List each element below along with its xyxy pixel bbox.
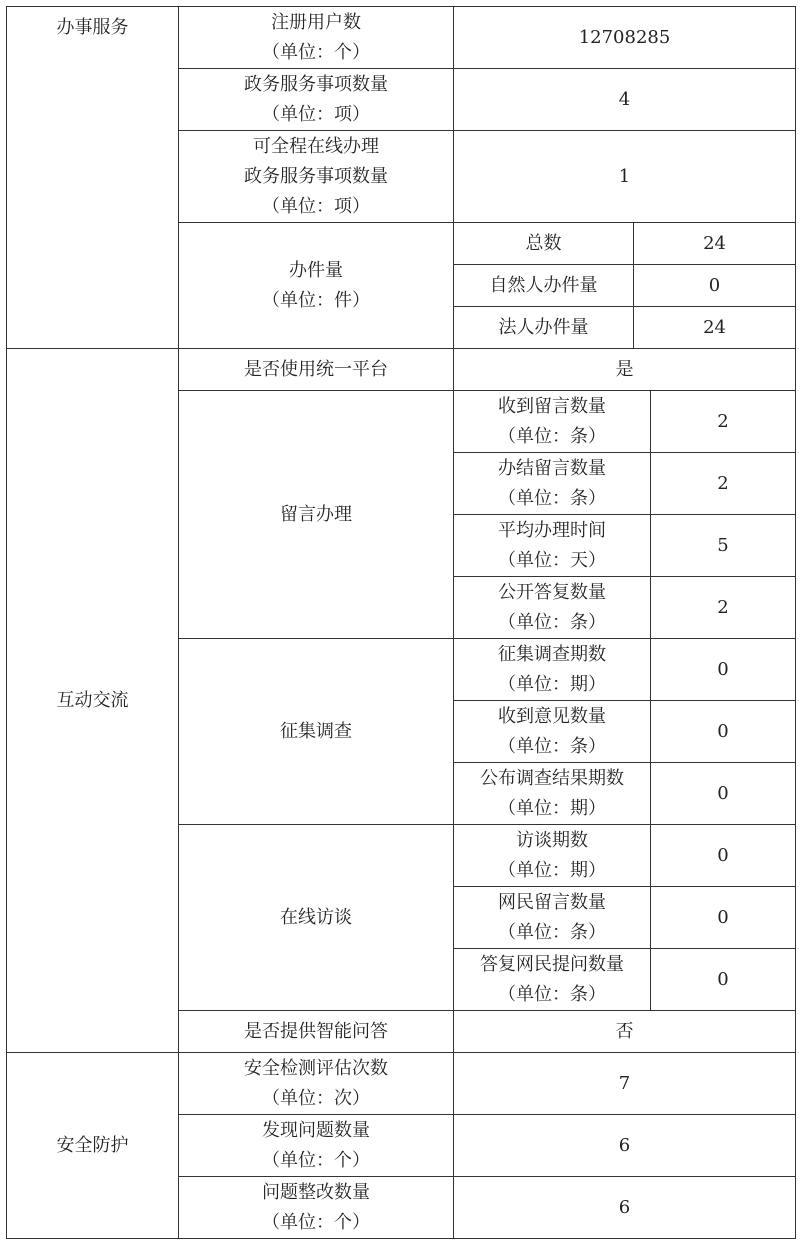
table-row: [7, 349, 796, 391]
category-interaction: 互动交流: [7, 349, 179, 1053]
label-interview-replies: 答复网民提问数量 （单位：条）: [454, 949, 651, 1011]
label-smart-qa: 是否提供智能问答: [179, 1011, 454, 1053]
value-interview-netizen-msgs: 0: [651, 887, 796, 949]
value-survey-periods: 0: [651, 639, 796, 701]
label-survey-results: 公布调查结果期数 （单位：期）: [454, 763, 651, 825]
value-interview-periods: 0: [651, 825, 796, 887]
value-registered-users: 12708285: [454, 7, 796, 69]
label-handled-legal: 法人办件量: [454, 307, 634, 349]
category-service: 办事服务: [7, 7, 179, 349]
label-interview-netizen-msgs: 网民留言数量 （单位：条）: [454, 887, 651, 949]
value-security-checks: 7: [454, 1053, 796, 1115]
label-interview-periods: 访谈期数 （单位：期）: [454, 825, 651, 887]
value-smart-qa: 否: [454, 1011, 796, 1053]
label-security-issues: 发现问题数量 （单位：个）: [179, 1115, 454, 1177]
label-messages: 留言办理: [179, 391, 454, 639]
value-messages-received: 2: [651, 391, 796, 453]
label-security-fixed: 问题整改数量 （单位：个）: [179, 1177, 454, 1239]
value-handled-total: 24: [634, 223, 796, 265]
label-handled-natural: 自然人办件量: [454, 265, 634, 307]
statistics-table: [6, 6, 796, 1239]
value-security-fixed: 6: [454, 1177, 796, 1239]
value-survey-results: 0: [651, 763, 796, 825]
label-survey-opinions: 收到意见数量 （单位：条）: [454, 701, 651, 763]
value-security-issues: 6: [454, 1115, 796, 1177]
label-messages-avg-time: 平均办理时间 （单位：天）: [454, 515, 651, 577]
label-messages-received: 收到留言数量 （单位：条）: [454, 391, 651, 453]
label-unified-platform: 是否使用统一平台: [179, 349, 454, 391]
value-handled-natural: 0: [634, 265, 796, 307]
value-interview-replies: 0: [651, 949, 796, 1011]
label-online-items: 可全程在线办理 政务服务事项数量 （单位：项）: [179, 131, 454, 223]
label-handled: 办件量 （单位：件）: [179, 223, 454, 349]
label-service-items: 政务服务事项数量 （单位：项）: [179, 69, 454, 131]
label-survey: 征集调查: [179, 639, 454, 825]
label-registered-users: 注册用户数 （单位：个）: [179, 7, 454, 69]
value-messages-completed: 2: [651, 453, 796, 515]
value-handled-legal: 24: [634, 307, 796, 349]
value-messages-public-replies: 2: [651, 577, 796, 639]
label-handled-total: 总数: [454, 223, 634, 265]
value-unified-platform: 是: [454, 349, 796, 391]
label-interview: 在线访谈: [179, 825, 454, 1011]
value-online-items: 1: [454, 131, 796, 223]
category-security: 安全防护: [7, 1053, 179, 1239]
table-row: [7, 7, 796, 69]
value-service-items: 4: [454, 69, 796, 131]
label-messages-completed: 办结留言数量 （单位：条）: [454, 453, 651, 515]
value-messages-avg-time: 5: [651, 515, 796, 577]
value-survey-opinions: 0: [651, 701, 796, 763]
table-row: [7, 1053, 796, 1115]
label-survey-periods: 征集调查期数 （单位：期）: [454, 639, 651, 701]
label-messages-public-replies: 公开答复数量 （单位：条）: [454, 577, 651, 639]
label-security-checks: 安全检测评估次数 （单位：次）: [179, 1053, 454, 1115]
